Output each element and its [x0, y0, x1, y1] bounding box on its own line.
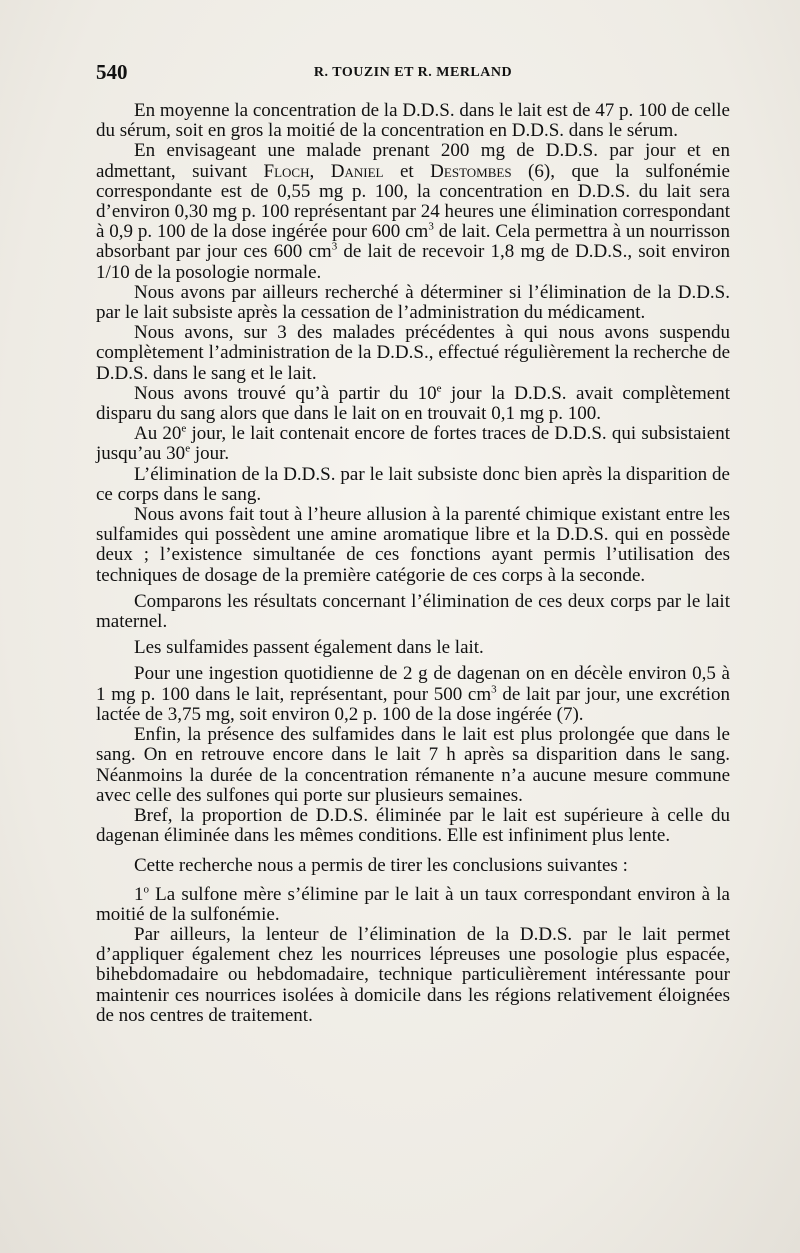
paragraph: Par ailleurs, la lenteur de l’élimination de la D.D.S. par le lait permet d’appliquer également chez les nourrices lépreuses une posologie plus espacée, bihebdomadaire ou hebdomadaire, technique particulièrement intéressante pour maintenir ces nourrices isolées à domicile dans les régions relativement éloignées de nos centres de traitement. [96, 923, 730, 1026]
paragraph: En moyenne la concentration de la D.D.S. dans le lait est de 47 p. 100 de celle du sérum, soit en gros la moitié de la concentration en D.D.S. dans le sérum. [96, 100, 730, 142]
running-head: R. TOUZIN ET R. MERLAND [313, 65, 513, 80]
paragraph: Nous avons par ailleurs recherché à déterminer si l’élimination de la D.D.S. par le lait subsiste après la cessation de l’administration du médicament. [96, 281, 730, 324]
author-name: Destombes [430, 160, 512, 182]
paragraph: Nous avons, sur 3 des malades précédentes à qui nous avons suspendu complètement l’administration de la D.D.S., effectué régulièrement la recherche de D.D.S. dans le sang et le lait. [96, 322, 730, 384]
page-number: 540 [96, 60, 128, 84]
paragraph: Au 20e jour, le lait contenait encore de fortes traces de D.D.S. qui subsistaient jusqu’au 30e jour. [96, 422, 730, 465]
author-name: Floch [263, 160, 310, 182]
paragraph: Nous avons trouvé qu’à partir du 10e jour la D.D.S. avait complètement disparu du sang alors que dans le lait on en trouvait 0,1 mg p. 100. [96, 382, 730, 425]
paragraph: Comparons les résultats concernant l’élimination de ces deux corps par le lait maternel. [96, 590, 730, 633]
paragraph: Les sulfamides passent également dans le lait. [134, 637, 484, 659]
paragraph: Bref, la proportion de D.D.S. éliminée par le lait est supérieure à celle du dagenan éliminée dans les mêmes conditions. Elle est infiniment plus lente. [96, 804, 730, 847]
page-header [96, 60, 730, 90]
paragraph: En envisageant une malade prenant 200 mg de D.D.S. par jour et en admettant, suivant Floch, Daniel et Destombes (6), que la sulfonémie correspondante est de 0,55 mg p. 100, la concentration en D.D.S. du lait sera d’environ 0,30 mg p. 100 représentant par 24 heures une élimination correspondant à 0,9 p. 100 de la dose ingérée pour 600 $cm^3$ de lait. Cela permettra à un nourrisson absorbant par jour ces 600 $cm^3$ de lait de recevoir 1,8 mg de D.D.S., soit environ 1/10 de la posologie normale. [96, 140, 730, 283]
paragraph: Nous avons fait tout à l’heure allusion à la parenté chimique existant entre les sulfamides qui possèdent une amine aromatique libre et la D.D.S. qui en possède deux ; l’existence simultanée de ces fonctions ayant permis l’utilisation des techniques de dosage de la première catégorie de ces corps à la seconde. [96, 504, 730, 586]
paragraph: L’élimination de la D.D.S. par le lait subsiste donc bien après la disparition de ce corps dans le sang. [96, 463, 730, 505]
author-name: Daniel [330, 160, 384, 182]
conclusion-intro: Cette recherche nous a permis de tirer les conclusions suivantes : [134, 855, 628, 877]
paragraph: Enfin, la présence des sulfamides dans le lait est plus prolongée que dans le sang. On en retrouve encore dans le lait 7 h après sa disparition dans le sang. Néanmoins la durée de la concentration rémanente n’a aucune mesure commune avec celle des sulfones qui porte sur plusieurs semaines. [96, 724, 730, 806]
conclusion-item: 1$^o$ La sulfone mère s’élimine par le lait à un taux correspondant environ à la moitié de la sulfonémie. [96, 883, 730, 925]
body-text [96, 101, 730, 1026]
paragraph: Pour une ingestion quotidienne de 2 g de dagenan on en décèle environ 0,5 à 1 mg p. 100 dans le lait, représentant, pour 500 $cm^3$ de lait par jour, une excrétion lactée de 3,75 mg, soit environ 0,2 p. 100 de la dose ingérée (7). [96, 663, 730, 725]
